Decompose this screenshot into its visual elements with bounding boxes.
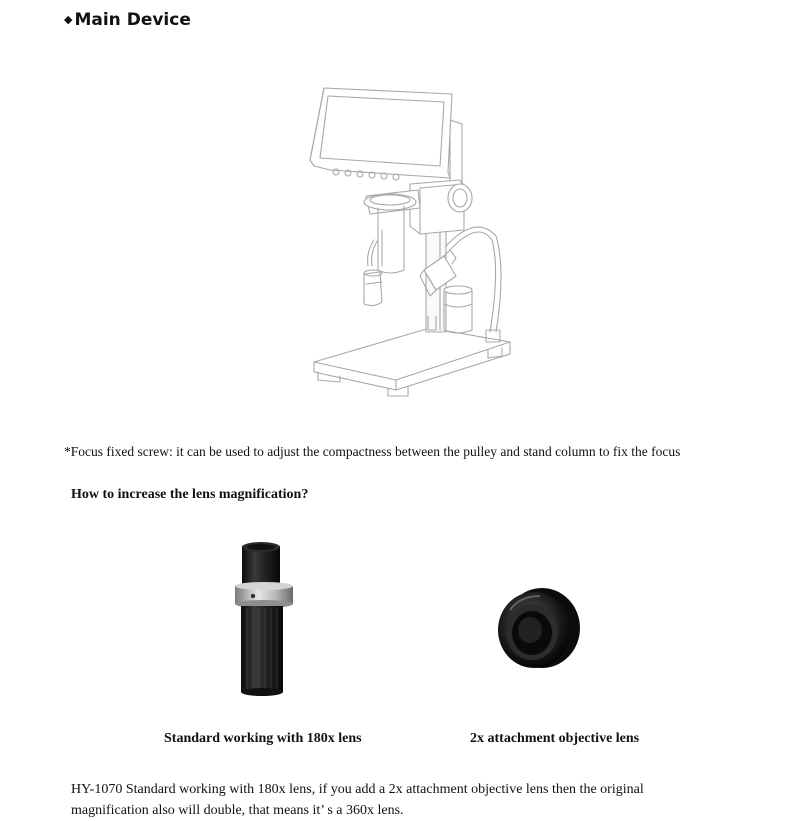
digital-microscope-line-drawing <box>300 80 520 405</box>
standard-lens-tube <box>225 540 305 700</box>
body-line-2: magnification also will double, that means it’ s a 360x lens. <box>71 803 404 818</box>
focus-note: *Focus fixed screw: it can be used to adjust the compactness between the pulley and stand column to fix the focus <box>64 444 681 459</box>
body-line-1: HY-1070 Standard working with 180x lens, if you add a 2x attachment objective lens then the original <box>71 782 644 797</box>
diamond-bullet-icon: ◆ <box>64 13 73 26</box>
body-paragraph <box>71 779 711 821</box>
how-to-heading: How to increase the lens magnification? <box>71 487 309 502</box>
section-title <box>64 10 191 30</box>
section-title-text: Main Device <box>74 10 191 30</box>
2x-objective-lens-ring <box>490 580 585 675</box>
caption-attachment-lens: 2x attachment objective lens <box>470 731 640 746</box>
caption-standard-lens: Standard working with 180x lens <box>164 731 362 746</box>
